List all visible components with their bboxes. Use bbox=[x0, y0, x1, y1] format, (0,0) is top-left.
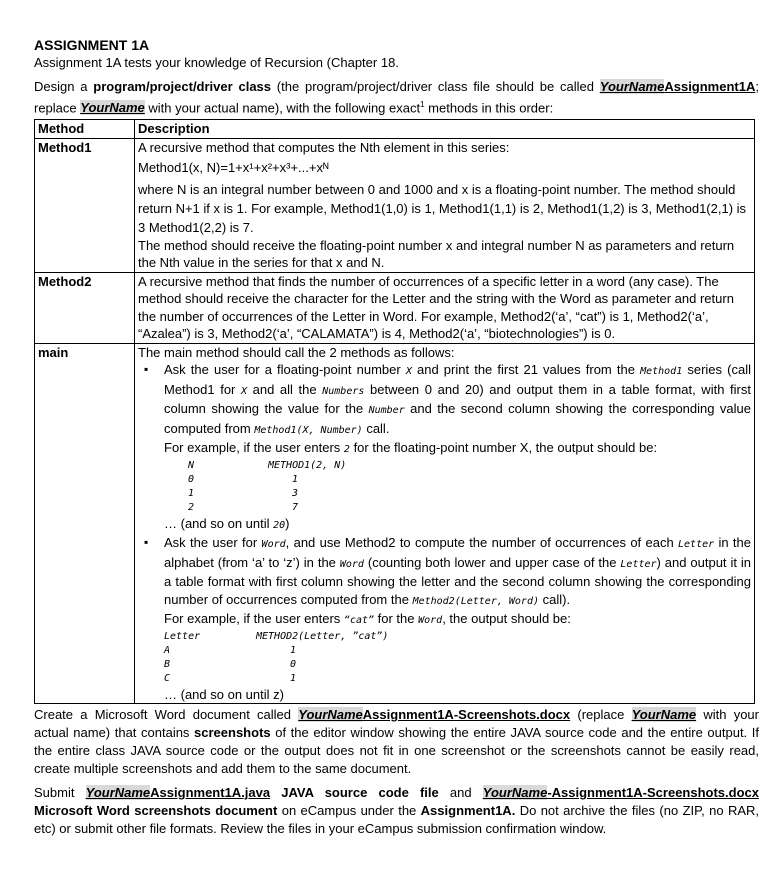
method1-description: A recursive method that computes the Nth element in this series: Method1(x, N)=1+x¹+x²+x³+...+xᴺ where N is an integral number between 0 and 1000 and x is a floating-point number. The method should return N+1 if x is 1. For example, Method1(1,0) is 1, Method1(1,1) is 2, Method1(1,2) is 3, Method1(2,1) is 3 Method1(2,2) is 7. The method should receive the floating-point number x and integral number N as parameters and return the Nth value in the series for that x and N. bbox=[135, 138, 755, 272]
your-name-highlight: YourName bbox=[599, 79, 665, 94]
table-row bbox=[35, 138, 755, 272]
your-name-highlight: YourName bbox=[631, 707, 697, 723]
method1-sample-output: N METHOD1(2, N) 0 1 1 3 2 7 bbox=[188, 459, 347, 513]
create-paragraph: Create a Microsoft Word document called YourNameAssignment1A-Screenshots.docx (replace YourName with your actual name) that contains screenshots of the editor window showing the entire JAVA source code and the entire output. If the entire class JAVA source code or the output does not fit in one screenshot or the screenshots cannot be easily read, create multiple screenshots and add them to the same document. bbox=[34, 707, 759, 777]
your-name-highlight: YourName bbox=[298, 707, 363, 723]
main-name: main bbox=[35, 343, 135, 704]
method-column-header: Method bbox=[35, 120, 135, 139]
submit-paragraph: Submit YourNameAssignment1A.java JAVA source code file and YourName-Assignment1A-Screenshots.docx Microsoft Word screenshots document on eCampus under the Assignment1A. Do not archive the files (no ZIP, no RAR, etc) or submit other file formats. Review the files in your eCampus submission confirmation window. bbox=[34, 785, 760, 837]
method2-description: A recursive method that finds the number of occurrences of a specific letter in a word (any case). The method should receive the character for the Letter and the string with the Word as parameter and return the number of occurrences of the Letter in Word. For example, Method2(‘a’, “cat”) is 1, Method2(‘a’, “Azalea”) is 3, Method2(‘a’, “CALAMATA”) is 4, Method2(‘a’, “biotechnologies”) is 0. bbox=[135, 272, 755, 343]
method1-name: Method1 bbox=[35, 138, 135, 272]
your-name-highlight: YourName bbox=[80, 100, 145, 116]
main-bullet-1: ▪ Ask the user for a floating-point number X and print the first 21 values from the Method1 series (call Method1 for X and all the Numbers between 0 and 20) and output them in a table format, with first column showing the value for the Number and the second column showing the corresponding value computed from Method1(X, Number) call. bbox=[138, 361, 751, 439]
table-row bbox=[35, 272, 755, 343]
description-column-header: Description bbox=[135, 120, 755, 139]
method2-example-intro: For example, if the user enters “cat” for the Word, the output should be: bbox=[164, 611, 571, 627]
assignment-heading: ASSIGNMENT 1A bbox=[34, 37, 150, 53]
method2-sample-output: Letter METHOD2(Letter, ”cat”) A 1 B 0 C 1 bbox=[164, 630, 389, 684]
your-name-highlight: YourName bbox=[482, 785, 548, 801]
method2-name: Method2 bbox=[35, 272, 135, 343]
table-row bbox=[35, 343, 755, 704]
table-header-row bbox=[35, 120, 755, 139]
design-paragraph: Design a program/project/driver class (the program/project/driver class file should be called YourNameAssignment1A; replace YourName with your actual name), with the following exact$^1$ methods in this order: bbox=[34, 79, 759, 116]
main-description: The main method should call the 2 methods as follows: ▪ Ask the user for a floating-point number X and print the first 21 values from the Method1 series (call Method1 for X and all the Numbers between 0 and 20) and output them in a table format, with first column showing the value for the Number and the second column showing the corresponding value computed from Method1(X, Number) call. For example, if the user enters 2 for the floating-point number X, the output should be: N METHOD1(2, N) 0 1 1 3 2 7 … (and so on until 20) ▪ Ask the user for Word, and use Method2 to compute the number of occurrences of each Letter in the alphabet (from ‘a’ to ‘z’) in the Word (counting both lower and upper case of the Letter) and output it in a table format with first column showing the letter and the second column showing the corresponding number of occurrences computed from the Method2(Letter, Word) call). For example, if the user enters “cat” for the Word, the output should be: Letter METHOD2(Letter, ”cat”) A 1 B 0 C 1 … (and so on until z) bbox=[135, 343, 755, 704]
method2-until: … (and so on until z) bbox=[164, 686, 284, 702]
method1-until: … (and so on until 20) bbox=[164, 515, 290, 531]
main-bullet-2: ▪ Ask the user for Word, and use Method2 to compute the number of occurrences of each Letter in the alphabet (from ‘a’ to ‘z’) in the Word (counting both lower and upper case of the Letter) and output it in a table format with first column showing the letter and the second column showing the corresponding number of occurrences computed from the Method2(Letter, Word) call). bbox=[138, 534, 751, 610]
your-name-highlight: YourName bbox=[85, 785, 151, 801]
intro-text: Assignment 1A tests your knowledge of Recursion (Chapter 18. bbox=[34, 55, 399, 70]
method1-example-intro: For example, if the user enters 2 for the floating-point number X, the output should be: bbox=[164, 440, 658, 456]
methods-table bbox=[34, 119, 755, 704]
